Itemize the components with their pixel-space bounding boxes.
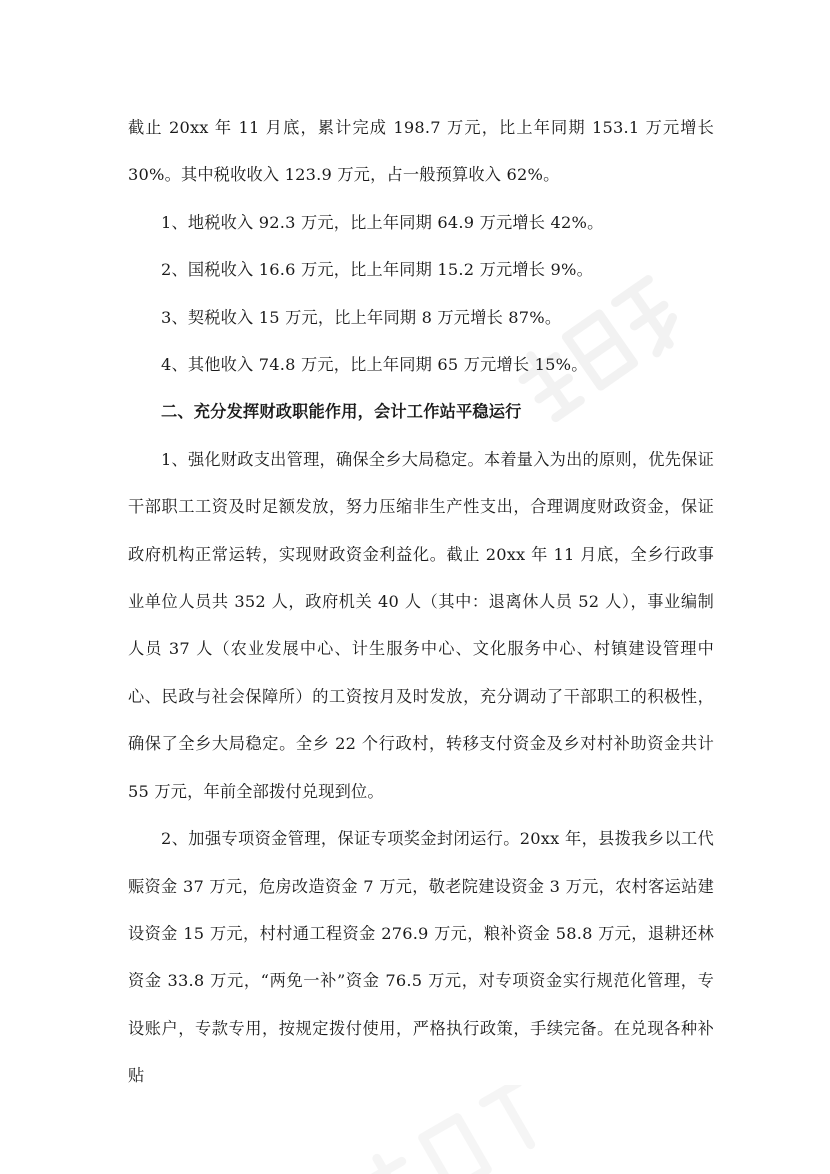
paragraph-other-income: 4、其他收入 74.8 万元，比上年同期 65 万元增长 15%。 — [161, 355, 588, 375]
paragraph-local-tax: 1、地税收入 92.3 万元，比上年同期 64.9 万元增长 42%。 — [161, 212, 604, 232]
paragraph-special-funds: 2、加强专项资金管理，保证专项奖金封闭运行。20xx 年，县拨我乡以工代赈资金 37 万元，危房改造资金 7 万元，敬老院建设资金 3 万元，农村客运站建设资金 15 万元，村村通工程资金 276.9 万元，粮补资金 58.8 万元，退耕还林资金 33.8 万元，“两免一补”资金 76.5 万元，对专项资金实行规范化管理，专设账户，专款专用，按规定拨付使用，严格执行政策，手续完备。在兑现各种补贴 — [128, 829, 714, 1086]
paragraph-revenue-summary: 截止 20xx 年 11 月底，累计完成 198.7 万元，比上年同期 153.1 万元增长 30%。其中税收收入 123.9 万元，占一般预算收入 62%。 — [128, 118, 714, 185]
section-heading: 二、充分发挥财政职能作用，会计工作站平稳运行 — [161, 402, 522, 422]
paragraph-expenditure-management: 1、强化财政支出管理，确保全乡大局稳定。本着量入为出的原则，优先保证干部职工工资及时足额发放，努力压缩非生产性支出，合理调度财政资金，保证政府机构正常运转，实现财政资金利益化。截止 20xx 年 11 月底，全乡行政事业单位人员共 352 人，政府机关 40 人（其中：退离休人员 52 人），事业编制人员 37 人（农业发展中心、计生服务中心、文化服务中心、村镇建设管理中心、民政与社会保障所）的工资按月及时发放，充分调动了干部职工的积极性，确保了全乡大局稳定。全乡 22 个行政村，转移支付资金及乡对村补助资金共计 55 万元，年前全部拨付兑现到位。 — [128, 449, 714, 801]
paragraph-deed-tax: 3、契税收入 15 万元，比上年同期 8 万元增长 87%。 — [161, 307, 562, 327]
document-body — [128, 104, 714, 1100]
paragraph-national-tax: 2、国税收入 16.6 万元，比上年同期 15.2 万元增长 9%。 — [161, 260, 593, 280]
